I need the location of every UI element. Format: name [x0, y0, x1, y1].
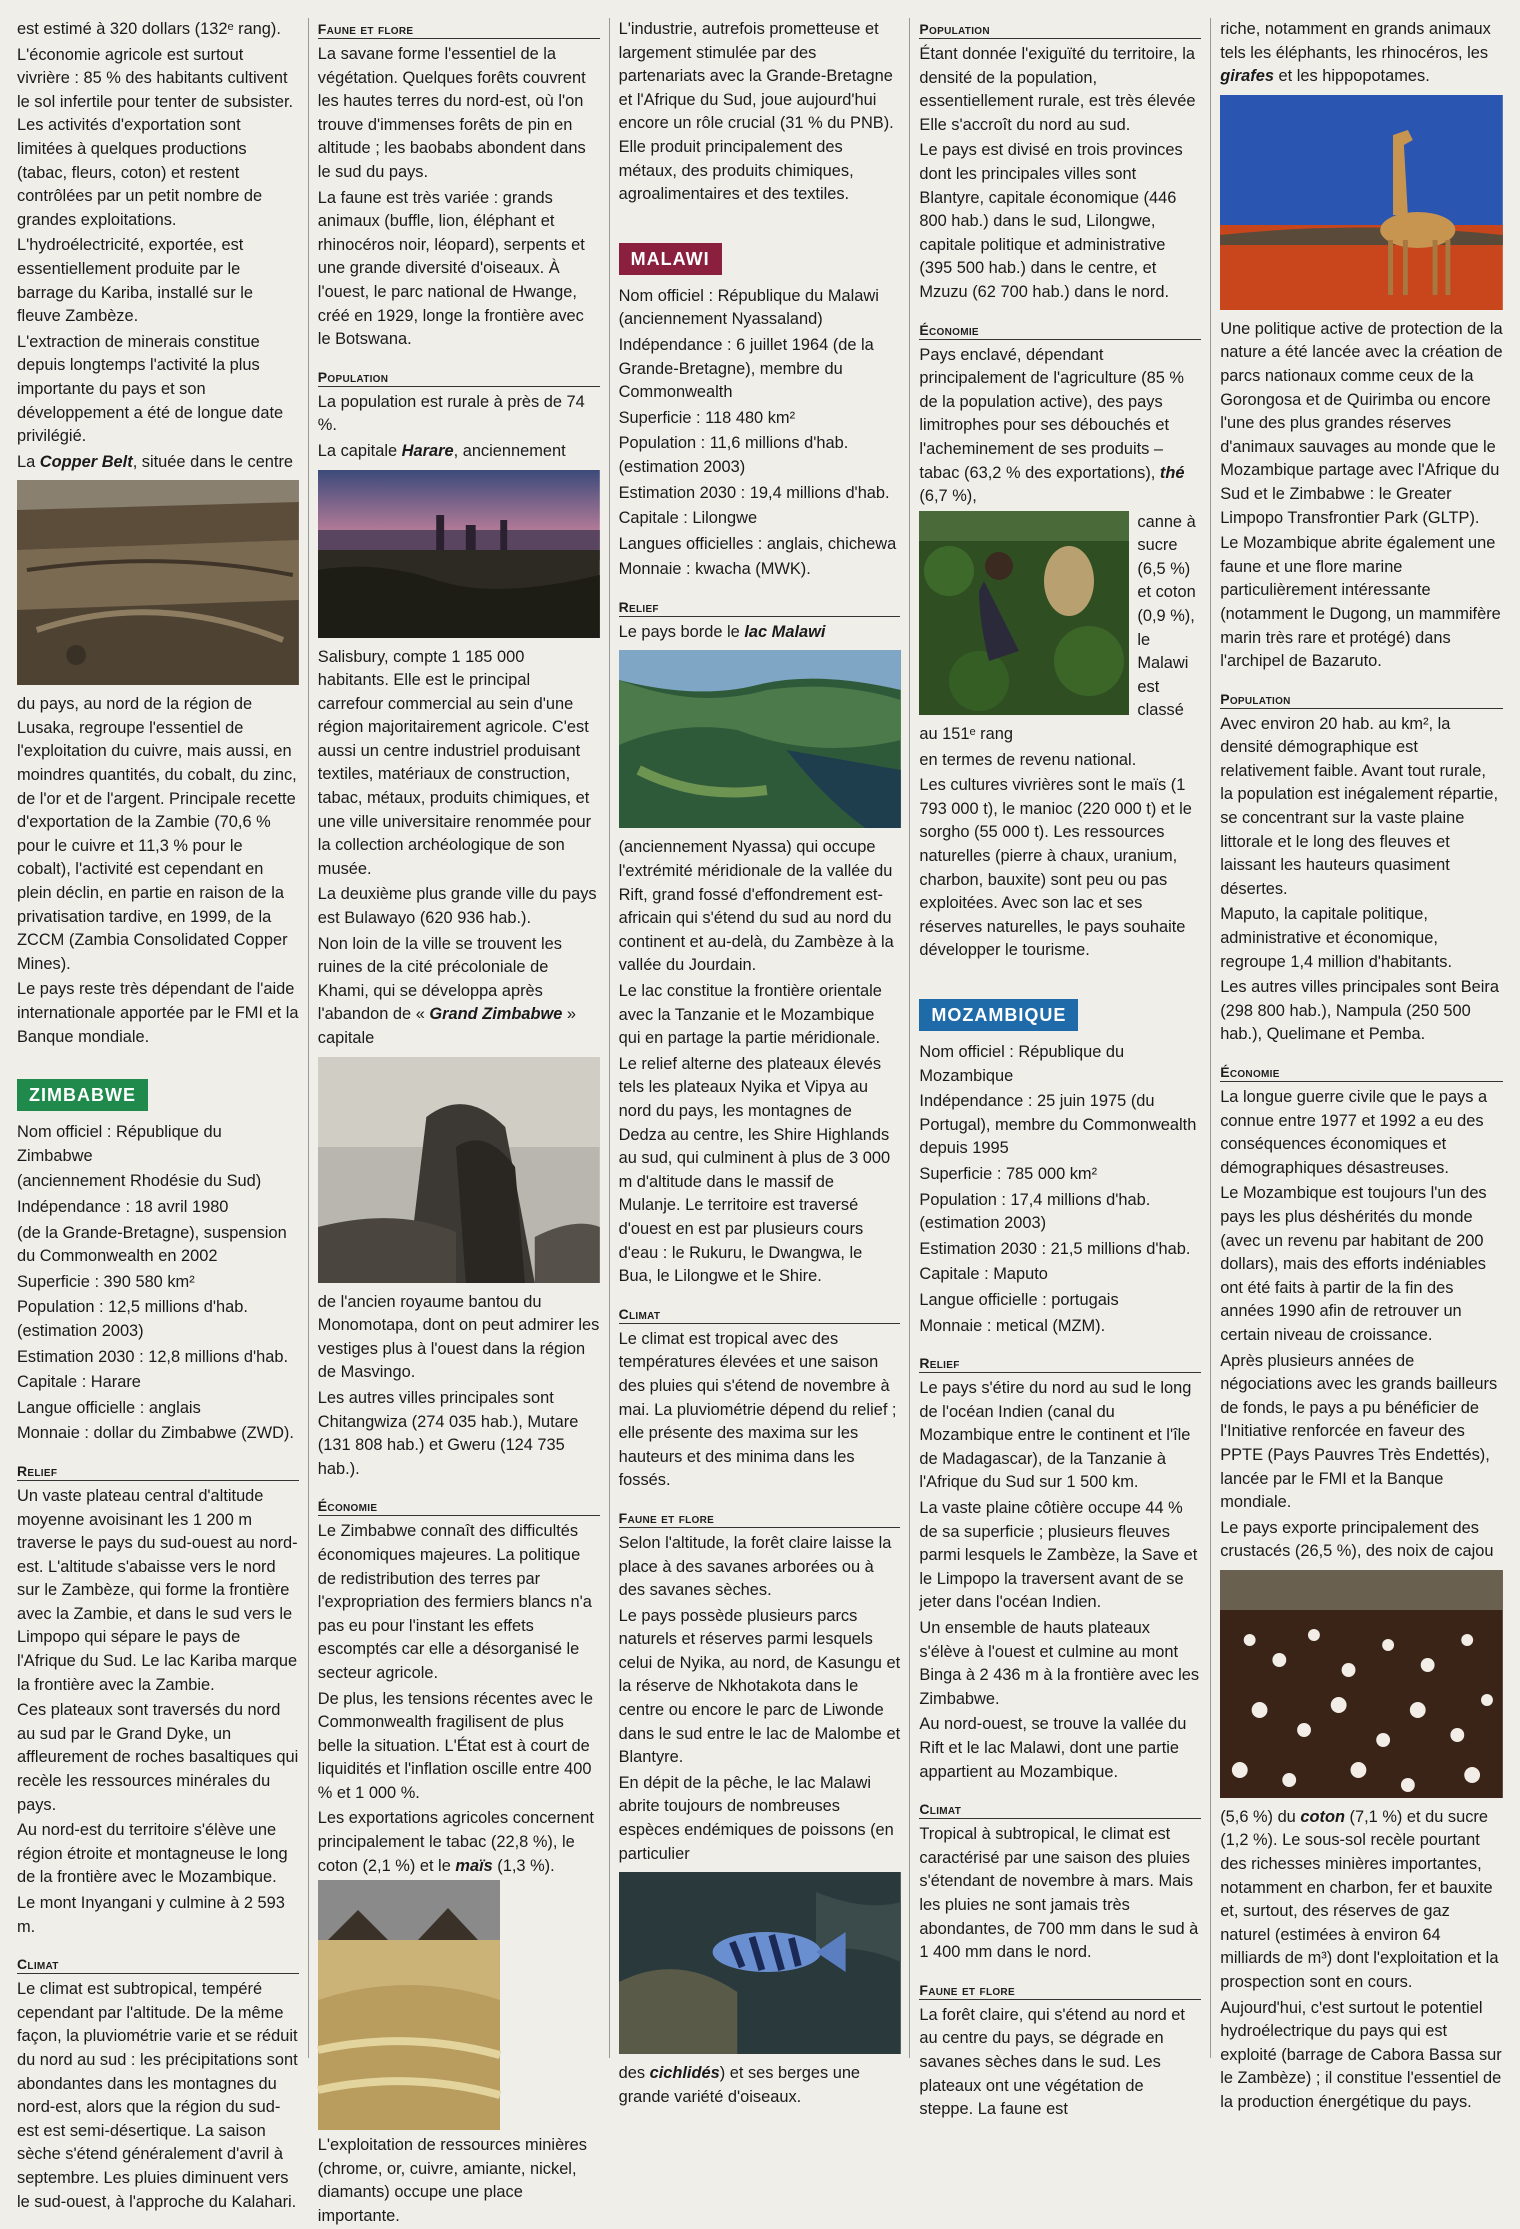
- fact: Estimation 2030 : 12,8 millions d'hab.: [17, 1347, 288, 1366]
- column-1: [8, 18, 309, 2211]
- paragraph: Avec environ 20 hab. au km², la densité démographique est relativement faible. Avant tout rurale, la population est inégalement répartie, se concentrant sur la vaste plaine littorale et le long des fleuves et laissant les hauteurs quasiment désertes.: [1220, 714, 1499, 898]
- mozambique-facts: [919, 1041, 1201, 1338]
- section-heading: Faune et flore: [318, 18, 600, 39]
- paragraph: Les autres villes principales sont Beira (298 800 hab.), Nampula (250 500 hab.), Quelimane et Pemba.: [1220, 978, 1499, 1044]
- fact: Langue officielle : anglais: [17, 1398, 201, 1417]
- paragraph: De plus, les tensions récentes avec le Commonwealth fragilisent de plus belle la situation. L'État est à court de liquidités et l'inflation oscille entre 400 % et 1 000 %.: [317, 1689, 593, 1802]
- paragraph: La savane forme l'essentiel de la végétation. Quelques forêts couvrent les hautes terres du nord-est, où l'on trouve d'immenses forêts de pin en altitude ; les baobabs abondent dans le sud du pays.: [317, 45, 586, 181]
- fact: Nom officiel : République du Zimbabwe: [17, 1123, 222, 1165]
- paragraph: Le Mozambique abrite également une faune et une flore marine particulièrement intéressante (notamment le Dugong, un mammifère marin très rare et protégé) dans l'archipel de Bazaruto.: [1220, 534, 1501, 671]
- paragraph: est estimé à 320 dollars (132ᵉ rang).: [17, 20, 281, 38]
- country-title-zimbabwe: ZIMBABWE: [17, 1079, 148, 1111]
- paragraph: L'économie agricole est surtout vivrière : 85 % des habitants cultivent le sol infertile pour tenter de subsister. Les activités d'exportation sont limitées à quelques productions (tabac, fleurs, coton) et restent contrôlées par un petit nombre de grandes exploitations.: [17, 45, 294, 229]
- paragraph: [318, 1807, 600, 1878]
- text: (5,6 %) du: [1220, 1807, 1301, 1826]
- section-heading: Économie: [919, 319, 1201, 340]
- section-heading: Relief: [17, 1460, 299, 1481]
- column-2: [309, 18, 610, 2226]
- paragraph: [619, 621, 901, 645]
- fact: Superficie : 390 580 km²: [17, 1272, 195, 1291]
- fact: (de la Grande-Bretagne), suspension du Commonwealth en 2002: [17, 1223, 287, 1266]
- photo-great-zimbabwe: [318, 1057, 600, 1283]
- fact: Estimation 2030 : 19,4 millions d'hab.: [618, 483, 890, 502]
- paragraph: Un ensemble de hauts plateaux s'élève à l'ouest et culmine au mont Binga à 2 436 m à la frontière avec les Zimbabwe.: [919, 1619, 1200, 1708]
- paragraph: [1220, 1806, 1503, 1995]
- photo-maize: [318, 1880, 500, 2130]
- fact: Monnaie : metical (MZM).: [919, 1316, 1106, 1335]
- paragraph: Un vaste plateau central d'altitude moyenne avoisinant les 1 200 m traverse le pays du sud-ouest au nord-est. L'altitude s'abaisse vers le nord sur le Zambèze, qui forme la frontière avec la Zambie, et dans le sud vers le Limpopo qui sépare le pays de l'Afrique du Sud. Le lac Kariba marque la frontière avec la Zambie.: [17, 1486, 298, 1694]
- paragraph: Le lac constitue la frontière orientale avec la Tanzanie et le Mozambique qui en partage la partie méridionale.: [618, 982, 882, 1048]
- text: » capitale: [317, 1005, 577, 1047]
- paragraph: Selon l'altitude, la forêt claire laisse la place à des savanes arborées ou à des savanes sèches.: [618, 1533, 892, 1600]
- paragraph: La population est rurale à près de 74 %.: [317, 392, 585, 435]
- fact: Population : 17,4 millions d'hab. (estimation 2003): [919, 1190, 1151, 1233]
- paragraph: [318, 440, 600, 464]
- paragraph: La vaste plaine côtière occupe 44 % de sa superficie ; plusieurs fleuves parmi lesquels le Zambèze, la Save et le Limpopo la traversent avant de se jeter dans l'océan Indien.: [919, 1499, 1198, 1612]
- text: La capitale: [317, 441, 402, 460]
- photo-giraffe: [1220, 95, 1503, 310]
- paragraph: En dépit de la pêche, le lac Malawi abrite toujours de nombreuses espèces endémiques de poissons (en particulier: [618, 1773, 894, 1863]
- paragraph: Une politique active de protection de la nature a été lancée avec la création de parcs nationaux comme ceux de la Gorongosa et de Quirimba ou encore l'une des plus grandes réserves d'animaux sauvages au monde que le Mozambique partage avec l'Afrique du Sud et le Zimbabwe : le Greater Limpopo Transfrontier Park (GLTP).: [1220, 319, 1503, 527]
- paragraph: Ces plateaux sont traversés du nord au sud par le Grand Dyke, un affleurement de roches basaltiques qui recèle les ressources minérales du pays.: [17, 1701, 299, 1814]
- fact: (anciennement Rhodésie du Sud): [17, 1172, 262, 1191]
- paragraph: La longue guerre civile que le pays a connue entre 1977 et 1992 a eu des conséquences économiques et démographiques désastreuses.: [1220, 1088, 1488, 1177]
- section-heading: Climat: [919, 1798, 1201, 1819]
- photo-cotton: [1220, 1570, 1503, 1798]
- paragraph: de l'ancien royaume bantou du Monomotapa, dont on peut admirer les vestiges plus à l'ouest dans la région de Masvingo.: [317, 1292, 600, 1382]
- fact: Superficie : 785 000 km²: [919, 1164, 1098, 1183]
- text: Le pays borde le: [618, 622, 745, 641]
- fact: Population : 12,5 millions d'hab. (estimation 2003): [17, 1298, 248, 1340]
- emphasis: lac Malawi: [744, 622, 826, 641]
- paragraph: Salisbury, compte 1 185 000 habitants. Elle est le principal carrefour commercial au sein d'une région majoritairement agricole. C'est aussi un centre industriel produisant textiles, matériaux de construction, tabac, métaux, produits chimiques, et une ville universitaire renommée pour la collection archéologique de son musée.: [317, 647, 592, 878]
- section-heading: Relief: [919, 1352, 1201, 1373]
- fact: Population : 11,6 millions d'hab. (estimation 2003): [618, 434, 849, 476]
- paragraph: en termes de revenu national.: [919, 750, 1137, 769]
- country-title-mozambique: MOZAMBIQUE: [919, 999, 1078, 1031]
- fact: Indépendance : 25 juin 1975 (du Portugal), membre du Commonwealth depuis 1995: [919, 1092, 1197, 1158]
- paragraph: Le mont Inyangani y culmine à 2 593 m.: [17, 1894, 285, 1936]
- text: La: [17, 452, 40, 471]
- paragraph: Le pays s'étire du nord au sud le long de l'océan Indien (canal du Mozambique entre le continent et l'île de Madagascar), de la Tanzanie à l'Afrique du Sud sur 1 500 km.: [919, 1379, 1192, 1492]
- text: , anciennement: [453, 441, 566, 460]
- text: et les hippopotames.: [1273, 67, 1430, 86]
- emphasis: maïs: [455, 1856, 493, 1875]
- paragraph: Les autres villes principales sont Chitangwiza (274 035 hab.), Mutare (131 808 hab.) et Gweru (124 735 hab.).: [317, 1388, 579, 1478]
- section-heading: Faune et flore: [919, 1979, 1201, 2000]
- paragraph: [318, 933, 600, 1051]
- text: (6,7 %),: [919, 487, 977, 506]
- section-heading: Population: [318, 366, 600, 387]
- text: ) et ses berges une grande variété d'oiseaux.: [618, 2064, 861, 2106]
- paragraph: canne à sucre (6,5 %) et coton (0,9 %), le Malawi est classé au 151ᵉ rang: [919, 512, 1196, 744]
- paragraph: [619, 2062, 901, 2109]
- paragraph: Aujourd'hui, c'est surtout le potentiel hydroélectrique du pays qui est exploité (barrage de Cabora Bassa sur le Zambèze) ; il constitue l'essentiel de la production énergétique du pays.: [1220, 1998, 1502, 2111]
- paragraph: Le pays possède plusieurs parcs naturels et réserves parmi lesquels celui de Nyika, au nord, de Kasungu et la réserve de Nkhotakota dans le centre ou encore le parc de Liwonde dans le sud entre le lac de Malombe et Blantyre.: [618, 1606, 901, 1767]
- photo-tea-picker: [919, 511, 1129, 715]
- emphasis: Copper Belt: [39, 452, 133, 471]
- paragraph: Étant donnée l'exiguïté du territoire, la densité de la population, essentiellement rurale, est très élevée Elle s'accroît du nord au sud.: [919, 45, 1196, 134]
- malawi-facts: [619, 285, 901, 582]
- text: riche, notamment en grands animaux tels les éléphants, les rhinocéros, les: [1220, 20, 1491, 62]
- paragraph: L'extraction de minerais constitue depuis longtemps l'activité la plus importante du pays et son développement a été de longue date privilégié.: [17, 332, 284, 446]
- fact: Monnaie : dollar du Zimbabwe (ZWD).: [17, 1424, 294, 1443]
- fact: Superficie : 118 480 km²: [618, 408, 796, 427]
- section-heading: Relief: [619, 596, 901, 617]
- text: (7,1 %) et du sucre (1,2 %). Le sous-sol recèle pourtant des richesses minières importantes, notamment en charbon, fer et bauxite et, surtout, des réserves de gaz naturel (estimées à environ 64 milliards de m³) dont l'exploitation et la prospection sont en cours.: [1220, 1807, 1499, 1992]
- emphasis: girafes: [1220, 67, 1274, 86]
- fact: Monnaie : kwacha (MWK).: [618, 560, 811, 579]
- section-heading: Économie: [318, 1495, 600, 1516]
- paragraph: Après plusieurs années de négociations avec les grands bailleurs de fonds, le pays a pu bénéficier de l'Initiative renforcée en faveur des PPTE (Pays Pauvres Très Endettés), lancée par le FMI et la Banque mondiale.: [1220, 1351, 1498, 1512]
- fact: Capitale : Lilongwe: [618, 509, 758, 528]
- paragraph: Le pays est divisé en trois provinces dont les principales villes sont Blantyre, capitale économique (446 800 hab.) dans le sud, Lilongwe, capitale politique et administrative (395 500 hab.) dans le centre, et Mzuzu (62 700 hab.) dans le nord.: [919, 141, 1183, 301]
- fact: Estimation 2030 : 21,5 millions d'hab.: [919, 1239, 1191, 1258]
- paragraph: Au nord-est du territoire s'élève une région étroite et montagneuse le long de la frontière avec le Mozambique.: [17, 1821, 288, 1887]
- fact: Indépendance : 6 juillet 1964 (de la Grande-Bretagne), membre du Commonwealth: [618, 335, 874, 402]
- paragraph: La deuxième plus grande ville du pays est Bulawayo (620 936 hab.).: [317, 885, 597, 928]
- emphasis: coton: [1300, 1807, 1345, 1826]
- fact: Langue officielle : portugais: [919, 1290, 1119, 1309]
- paragraph: Le pays exporte principalement des crustacés (26,5 %), des noix de cajou: [1220, 1518, 1494, 1561]
- column-3: [610, 18, 911, 2106]
- paragraph: Le climat est tropical avec des températures élevées et une saison des pluies qui s'étend de novembre à mai. La pluviométrie dépend du relief ; elle présente des maxima sur les hauteurs et des minima dans les fossés.: [618, 1329, 897, 1490]
- emphasis: Grand Zimbabwe: [429, 1005, 563, 1024]
- section-heading: Population: [1220, 688, 1503, 709]
- paragraph: La forêt claire, qui s'étend au nord et au centre du pays, se dégrade en savanes sèches dans le sud. Les plateaux ont une végétation de steppe. La faune est: [919, 2005, 1185, 2119]
- section-heading: Faune et flore: [619, 1507, 901, 1528]
- photo-cichlid: [619, 1872, 901, 2054]
- paragraph: [17, 451, 299, 475]
- zimbabwe-facts: [17, 1121, 299, 1446]
- paragraph: Au nord-ouest, se trouve la vallée du Rift et le lac Malawi, dont une partie appartient au Mozambique.: [919, 1715, 1187, 1781]
- paragraph: Le Mozambique est toujours l'un des pays les plus déshérités du monde (avec un revenu par habitant de 200 dollars), mais des efforts indéniables ont été faits à partir de la fin des années 1990 afin de retrouver un certain niveau de croissance.: [1220, 1184, 1487, 1344]
- paragraph: L'hydroélectricité, exportée, est essentiellement produite par le barrage du Kariba, installé sur le fleuve Zambèze.: [17, 236, 253, 326]
- fact: Capitale : Maputo: [919, 1265, 1048, 1284]
- emphasis: cichlidés: [649, 2064, 720, 2083]
- fact: Langues officielles : anglais, chichewa: [618, 534, 897, 553]
- paragraph: Le Zimbabwe connaît des difficultés économiques majeures. La politique de redistribution des terres par l'expropriation des fermiers blancs n'a pas eu pour l'instant les effets escomptés car elle a désorganisé le secteur agricole.: [317, 1522, 592, 1682]
- fact: Nom officiel : République du Mozambique: [919, 1042, 1125, 1085]
- paragraph: Tropical à subtropical, le climat est caractérisé par une saison des pluies s'étendant de novembre à mars. Mais les pluies ne sont jamais très abondantes, de 700 mm dans le sud à 1 400 mm dans le nord.: [919, 1825, 1199, 1962]
- paragraph: Le climat est subtropical, tempéré cependant par l'altitude. De la même façon, la pluviométrie varie et se réduit du nord au sud : les précipitations sont abondantes dans les montagnes du nord-est, alors que la région du sud-est est semi-désertique. La saison sèche s'étend généralement d'avril à septembre. Les pluies diminuent vers le sud-ouest, à l'approche du Kalahari.: [17, 1980, 298, 2211]
- paragraph: L'exploitation de ressources minières (chrome, or, cuivre, amiante, nickel, diamants) occupe une place importante.: [317, 2136, 587, 2226]
- photo-harare: [318, 470, 600, 638]
- text: Les exportations agricoles concernent principalement le tabac (22,8 %), le coton (2,1 %) et le: [317, 1809, 594, 1875]
- paragraph: Maputo, la capitale politique, administrative et économique, regroupe 1,4 million d'habitants.: [1220, 905, 1453, 971]
- column-4: [910, 18, 1211, 2119]
- photo-lake-malawi: [619, 650, 901, 828]
- paragraph: Les cultures vivrières sont le maïs (1 793 000 t), le manioc (220 000 t) et le sorgho (55 000 t). Les ressources naturelles (pierre à chaux, uranium, charbon, bauxite) sont peu ou pas exploitées. Avec son lac et ses réserves naturelles, le pays souhaite développer le tourisme.: [919, 776, 1192, 960]
- paragraph: La faune est très variée : grands animaux (buffle, lion, éléphant et rhinocéros noir, léopard), serpents et une grande diversité d'oiseaux. À l'ouest, le parc national de Hwange, créé en 1929, longe la frontière avec le Botswana.: [317, 188, 585, 349]
- paragraph: du pays, au nord de la région de Lusaka, regroupe l'essentiel de l'exploitation du cuivre, mais aussi, en moindres quantités, du cobalt, du zinc, de l'or et de l'argent. Principale recette d'exportation de la Zambie (70,6 % pour le cuivre et 11,3 % pour le cobalt), l'activité est cependant en plein déclin, en partie en raison de la privatisation tardive, en 1999, de la ZCCM (Zambia Consolidated Copper Mines).: [17, 695, 297, 973]
- emphasis: thé: [1159, 463, 1185, 482]
- fact: Nom officiel : République du Malawi (anciennement Nyassaland): [618, 286, 879, 329]
- fact: Capitale : Harare: [17, 1373, 141, 1392]
- section-heading: Population: [919, 18, 1201, 39]
- section-heading: Climat: [17, 1953, 299, 1974]
- photo-copper-mine: [17, 480, 299, 685]
- paragraph: [1220, 18, 1503, 89]
- text: des: [618, 2064, 650, 2083]
- column-5: [1211, 18, 1512, 2111]
- paragraph: Le relief alterne des plateaux élevés tels les plateaux Nyika et Vipya au nord du pays, les montagnes de Dedza au centre, les Shire Highlands au sud, qui culminent à plus de 3 000 m d'altitude dans le massif de Mulanje. Le territoire est traversé d'ouest en est par plusieurs cours d'eau : le Rukuru, le Dwangwa, le Bua, le Lilongwe et le Shire.: [618, 1054, 891, 1286]
- paragraph: [919, 344, 1201, 509]
- text: Non loin de la ville se trouvent les ruines de la cité précoloniale de Khami, qui se développa après l'abandon de «: [317, 934, 562, 1024]
- text: , située dans le centre: [132, 452, 294, 471]
- country-title-malawi: MALAWI: [619, 243, 722, 275]
- text: (1,3 %).: [492, 1856, 555, 1875]
- section-heading: Économie: [1220, 1061, 1503, 1082]
- paragraph: L'industrie, autrefois prometteuse et largement stimulée par des partenariats avec la Grande-Bretagne et l'Afrique du Sud, joue aujourd'hui encore un rôle crucial (31 % du PNB). Elle produit principalement des métaux, des produits chimiques, agroalimentaires et des textiles.: [618, 20, 894, 204]
- emphasis: Harare: [401, 441, 454, 460]
- section-heading: Climat: [619, 1303, 901, 1324]
- fact: Indépendance : 18 avril 1980: [17, 1197, 229, 1216]
- text: Pays enclavé, dépendant principalement de l'agriculture (85 % de la population active), des pays limitrophes pour ses débouchés et l'acheminement de ses produits – tabac (63,2 % des exportations),: [919, 345, 1184, 482]
- paragraph: (anciennement Nyassa) qui occupe l'extrémité méridionale de la vallée du Rift, grand fossé d'effondrement est-africain qui s'étend du sud au nord du continent et au-delà, du Zambèze à la vallée du Jourdain.: [618, 838, 894, 975]
- paragraph: Le pays reste très dépendant de l'aide internationale apportée par le FMI et la Banque mondiale.: [17, 980, 299, 1046]
